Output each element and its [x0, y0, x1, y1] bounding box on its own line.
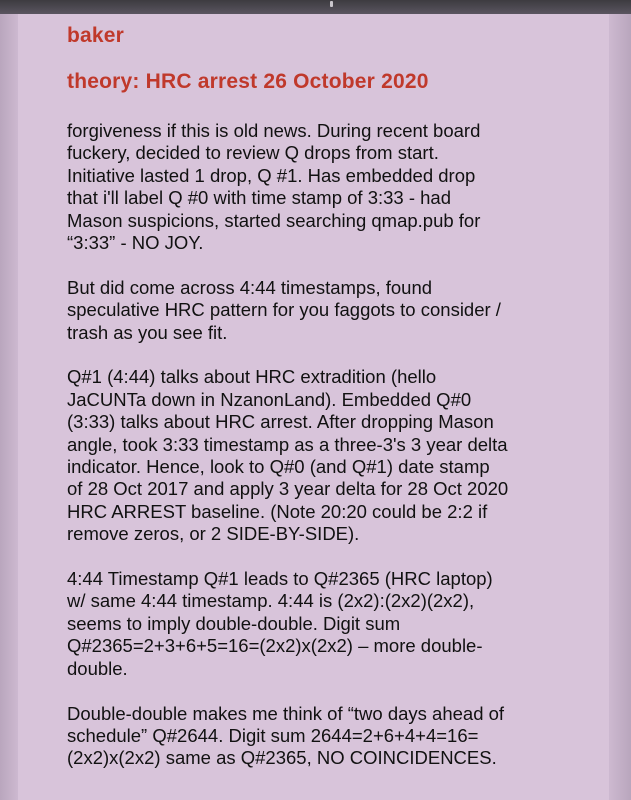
post-paragraph: Double-double makes me think of “two days ahead of schedule” Q#2644. Digit sum 2644=2+6+4+4=16= (2x2)x(2x2) same as Q#2365, NO COINCIDENCES. [67, 702, 505, 769]
post-subject: theory: HRC arrest 26 October 2020 [67, 70, 429, 93]
post-paragraph: 4:44 Timestamp Q#1 leads to Q#2365 (HRC laptop) w/ same 4:44 timestamp. 4:44 is (2x2):(2x2)(2x2), seems to imply double-double. Digit sum Q#2365=2+3+6+5=16=(2x2)x(2x2) – more double- double. [67, 568, 493, 679]
left-margin [0, 14, 18, 800]
poster-name: baker [67, 24, 125, 47]
post-paragraph: But did come across 4:44 timestamps, found speculative HRC pattern for you faggots to consider / trash as you see fit. [67, 276, 501, 343]
window-title-bar [0, 0, 631, 14]
right-margin [609, 14, 631, 800]
post-paragraph: forgiveness if this is old news. During recent board fuckery, decided to review Q drops from start. Initiative lasted 1 drop, Q #1. Has embedded drop that i'll label Q #0 with time stamp of 3:33 - had Mason suspicions, started searching qmap.pub for “3:33” - NO JOY. [67, 120, 481, 254]
title-bar-glyph [330, 1, 333, 7]
post-paragraph: Q#1 (4:44) talks about HRC extradition (hello JaCUNTa down in NzanonLand). Embedded Q#0 (3:33) talks about HRC arrest. After dropping Mason angle, took 3:33 timestamp as a three-3's 3 year delta indicator. Hence, look to Q#0 (and Q#1) date stamp of 28 Oct 2017 and apply 3 year delta for 28 Oct 2020 HRC ARREST baseline. (Note 20:20 could be 2:2 if remove zeros, or 2 SIDE-BY-SIDE). [67, 366, 509, 545]
post-body [67, 120, 552, 792]
